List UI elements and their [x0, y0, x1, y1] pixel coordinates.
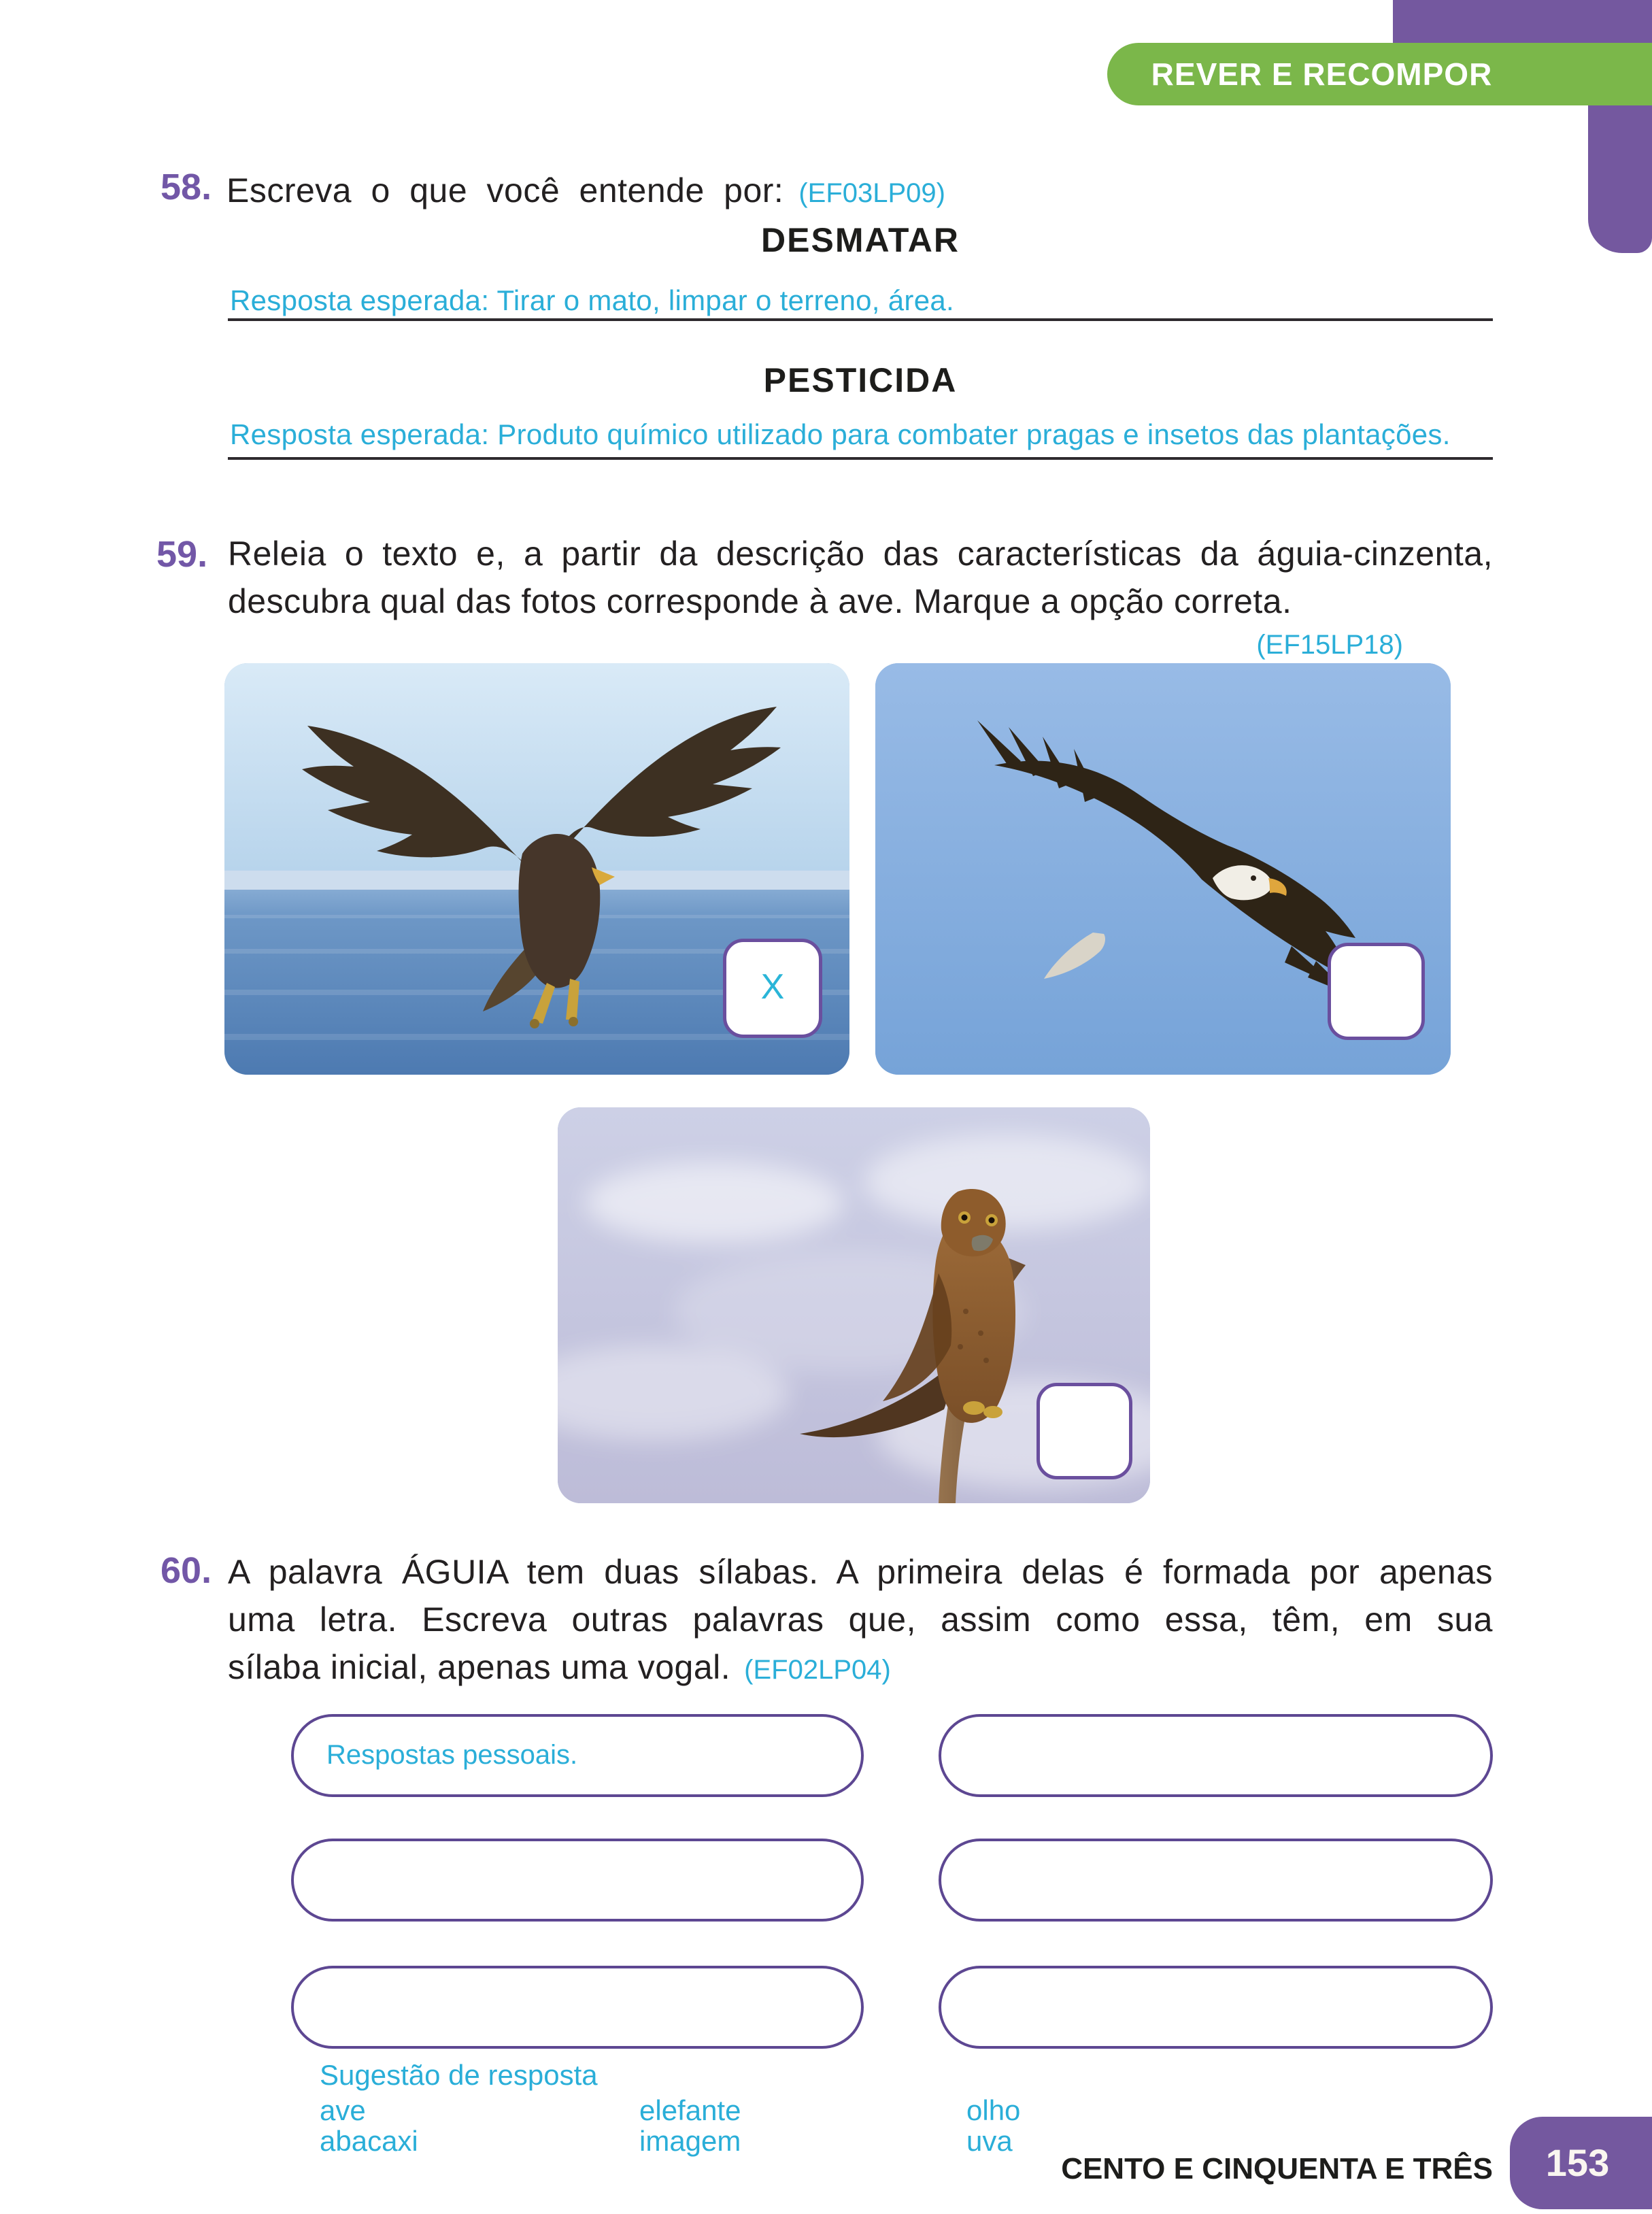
q59-option-2-checkbox[interactable] [1328, 943, 1425, 1040]
q60-suggestion-column-2 [639, 2095, 741, 2156]
q59-prompt-line-2: descubra qual das fotos corresponde à ave. Marque a opção correta. [228, 582, 1292, 620]
q60-answer-bubble-5[interactable] [291, 1966, 864, 2049]
q60-answer-1-text: Respostas pessoais. [326, 1740, 578, 1770]
q60-suggestion-column-1 [320, 2095, 418, 2156]
q60-answer-bubble-1[interactable] [291, 1714, 864, 1797]
section-banner-label: REVER E RECOMPOR [1151, 56, 1493, 92]
q59-number: 59. [156, 534, 208, 575]
q58-prompt [226, 170, 1491, 211]
q60-answer-bubble-6[interactable] [939, 1966, 1493, 2049]
q58-answer-pesticida: Resposta esperada: Produto químico utilizado para combater pragas e insetos das plantações. [230, 418, 1451, 450]
q60-answer-bubble-3[interactable] [291, 1839, 864, 1922]
q59-option-1-mark: X [760, 967, 785, 1007]
q59-option-1-checkbox[interactable] [723, 939, 822, 1038]
suggestion-word: abacaxi [320, 2125, 418, 2157]
q59-prompt-line-1: Releia o texto e, a partir da descrição das características da águia-cinzenta, [228, 535, 1493, 573]
suggestion-word: olho [966, 2094, 1021, 2126]
q60-prompt-line-3 [228, 1647, 1493, 1688]
q60-number: 60. [161, 1550, 212, 1591]
q58-answer-line-2[interactable] [228, 457, 1493, 460]
q60-prompt-line-3-text: sílaba inicial, apenas uma vogal. [228, 1648, 731, 1686]
q60-skill-code: (EF02LP04) [744, 1655, 891, 1685]
suggestion-word: ave [320, 2094, 366, 2126]
q58-skill-code: (EF03LP09) [798, 178, 945, 208]
q59-skill-code: (EF15LP18) [1256, 630, 1403, 660]
q59-option-3-checkbox[interactable] [1036, 1383, 1132, 1479]
q58-number: 58. [161, 167, 212, 207]
section-banner [1107, 43, 1652, 105]
q60-prompt-line-2: uma letra. Escreva outras palavras que, assim como essa, têm, em sua [228, 1600, 1493, 1639]
page-number: 153 [1545, 2141, 1610, 2184]
q58-prompt-text: Escreva o que você entende por: [226, 171, 784, 209]
page-number-badge [1510, 2117, 1652, 2209]
suggestion-word: elefante [639, 2094, 741, 2126]
q58-answer-line-1[interactable] [228, 318, 1493, 321]
suggestion-word: uva [966, 2125, 1013, 2157]
q60-suggestion-column-3 [966, 2095, 1020, 2156]
q58-answer-desmatar: Resposta esperada: Tirar o mato, limpar o terreno, área. [230, 284, 954, 316]
q60-answer-bubble-4[interactable] [939, 1839, 1493, 1922]
q58-word-desmatar: DESMATAR [761, 221, 960, 259]
page-name-words: CENTO E CINQUENTA E TRÊS [1061, 2152, 1493, 2185]
q60-suggestion-title: Sugestão de resposta [320, 2059, 598, 2091]
q60-prompt-line-1: A palavra ÁGUIA tem duas sílabas. A primeira delas é formada por apenas [228, 1553, 1493, 1591]
q58-word-pesticida: PESTICIDA [763, 361, 958, 399]
suggestion-word: imagem [639, 2125, 741, 2157]
q60-answer-bubble-2[interactable] [939, 1714, 1493, 1797]
